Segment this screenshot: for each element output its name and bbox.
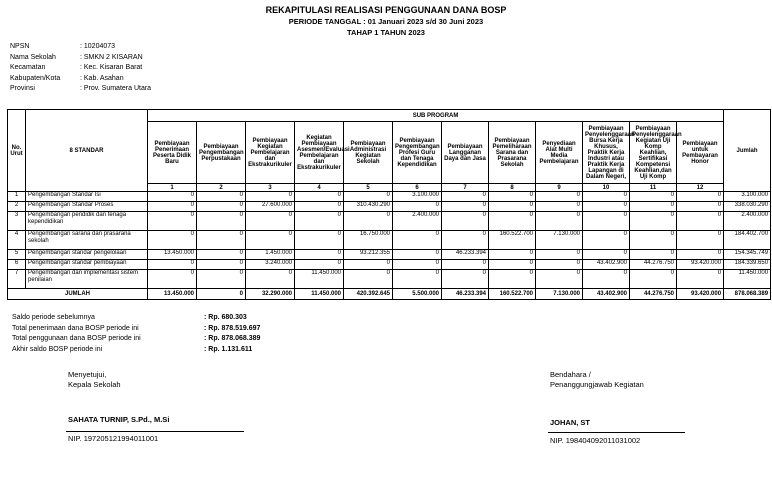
total-amount-cell: 32.290.000 xyxy=(246,289,295,300)
amount-cell: 1.450.000 xyxy=(246,250,295,260)
treasurer-name: JOHAN, ST xyxy=(550,418,591,427)
amount-cell: 0 xyxy=(442,260,489,270)
amount-cell: 0 xyxy=(295,202,344,212)
amount-cell: 0 xyxy=(344,270,393,289)
amount-cell: 0 xyxy=(677,192,724,202)
table-row xyxy=(8,250,771,260)
amount-cell: 0 xyxy=(295,231,344,250)
sub-column-header: Pembiayaan Penyelenggaraan Bursa Kerja Khusus, Praktik Kerja Industri atau Praktik Kerja Lapangan di Dalam Negeri, xyxy=(583,122,630,184)
amount-cell: 44.276.750 xyxy=(630,260,677,270)
amount-cell: 0 xyxy=(197,202,246,212)
amount-cell: 0 xyxy=(489,260,536,270)
amount-cell: 310.430.290 xyxy=(344,202,393,212)
standard-name: Pengembangan standar pengelolaan xyxy=(26,250,148,260)
info-label: Provinsi xyxy=(10,85,35,92)
principal-title: Kepala Sekolah xyxy=(68,380,121,389)
balance-label: Saldo periode sebelumnya xyxy=(12,314,95,321)
amount-cell: 3.100.000 xyxy=(393,192,442,202)
amount-cell: 0 xyxy=(536,202,583,212)
amount-cell: 0 xyxy=(489,270,536,289)
amount-cell: 0 xyxy=(583,202,630,212)
balance-value: : Rp. 1.131.611 xyxy=(204,345,253,353)
total-amount-cell: 0 xyxy=(197,289,246,300)
amount-cell: 0 xyxy=(246,192,295,202)
amount-cell: 0 xyxy=(630,231,677,250)
amount-cell: 0 xyxy=(677,202,724,212)
sub-column-header: Pembiayaan Penerimaan Peserta Didik Baru xyxy=(148,122,197,184)
amount-cell: 0 xyxy=(295,250,344,260)
amount-cell: 0 xyxy=(442,202,489,212)
balance-row xyxy=(12,334,260,345)
sub-column-number: 1 xyxy=(148,184,197,192)
amount-cell: 0 xyxy=(197,212,246,231)
amount-cell: 0 xyxy=(489,250,536,260)
no-header: No. Urut xyxy=(8,110,26,192)
row-total-cell: 184.402.700 xyxy=(724,231,771,250)
sub-column-header: Pembiayaan Administrasi Kegiatan Sekolah xyxy=(344,122,393,184)
row-total-cell: 338.030.290 xyxy=(724,202,771,212)
amount-cell: 3.240.000 xyxy=(246,260,295,270)
amount-cell: 0 xyxy=(489,192,536,202)
row-number: 4 xyxy=(8,231,26,250)
table-row xyxy=(8,202,771,212)
total-amount-cell: 44.276.750 xyxy=(630,289,677,300)
row-number: 5 xyxy=(8,250,26,260)
amount-cell: 43.402.900 xyxy=(583,260,630,270)
total-amount-cell: 46.233.394 xyxy=(442,289,489,300)
amount-cell: 0 xyxy=(630,270,677,289)
sub-column-header: Pembiayaan Langganan Daya dan Jasa xyxy=(442,122,489,184)
balance-value: : Rp. 878.519.697 xyxy=(204,324,261,332)
approval-text: Menyetujui, xyxy=(68,370,107,379)
balance-label: Total penggunaan dana BOSP periode ini xyxy=(12,335,141,342)
row-number: 2 xyxy=(8,202,26,212)
total-amount-cell: 11.450.000 xyxy=(295,289,344,300)
sub-column-number: 3 xyxy=(246,184,295,192)
amount-cell: 0 xyxy=(246,270,295,289)
treasurer-signature-line xyxy=(548,432,685,433)
info-value: : Kab. Asahan xyxy=(80,74,124,82)
info-label: Kecamatan xyxy=(10,64,46,71)
amount-cell: 0 xyxy=(393,260,442,270)
amount-cell: 93.212.355 xyxy=(344,250,393,260)
sub-column-number: 7 xyxy=(442,184,489,192)
total-amount-cell: 43.402.900 xyxy=(583,289,630,300)
total-label: JUMLAH xyxy=(8,289,148,300)
sub-column-number: 4 xyxy=(295,184,344,192)
info-label: NPSN xyxy=(10,43,30,50)
amount-cell: 0 xyxy=(197,250,246,260)
amount-cell: 0 xyxy=(148,270,197,289)
amount-cell: 0 xyxy=(677,231,724,250)
jumlah-header: Jumlah xyxy=(724,110,771,192)
table-row xyxy=(8,212,771,231)
total-amount-cell: 7.130.000 xyxy=(536,289,583,300)
standard-name: Pengembangan Standar Proses xyxy=(26,202,148,212)
sub-column-number: 12 xyxy=(677,184,724,192)
sub-column-header: Kegiatan Pembiayaan Asesmen/Evaluasi Pembelajaran dan Ekstrakurikuler xyxy=(295,122,344,184)
principal-signature-line xyxy=(66,431,244,432)
standard-name: Pengembangan sarana dan prasarana sekolah xyxy=(26,231,148,250)
amount-cell: 0 xyxy=(344,212,393,231)
sub-column-header: Pembiayaan Pengembangan Profesi Guru dan Tenaga Kependidikan xyxy=(393,122,442,184)
amount-cell: 0 xyxy=(536,250,583,260)
amount-cell: 0 xyxy=(393,202,442,212)
row-total-cell: 184.339.650 xyxy=(724,260,771,270)
amount-cell: 0 xyxy=(344,192,393,202)
sub-column-number: 8 xyxy=(489,184,536,192)
info-label: Nama Sekolah xyxy=(10,53,56,61)
standard-name: Pengembangan dan implementasi sistem penilaian xyxy=(26,270,148,289)
amount-cell: 0 xyxy=(148,192,197,202)
amount-cell: 0 xyxy=(344,260,393,270)
amount-cell: 7.130.000 xyxy=(536,231,583,250)
left-signature-caption xyxy=(68,370,121,390)
amount-cell: 0 xyxy=(295,212,344,231)
table-body xyxy=(8,192,771,300)
row-number: 1 xyxy=(8,192,26,202)
info-row-district xyxy=(10,63,280,74)
recap-table xyxy=(7,109,771,300)
amount-cell: 0 xyxy=(442,270,489,289)
row-number: 7 xyxy=(8,270,26,289)
treasurer-nip: NIP. 198404092011031002 xyxy=(550,436,641,445)
balance-value: : Rp. 680.303 xyxy=(204,314,247,321)
standard-name: Pengembangan pendidik dan tenaga kependidikan xyxy=(26,212,148,231)
amount-cell: 0 xyxy=(677,250,724,260)
amount-cell: 0 xyxy=(536,270,583,289)
balance-summary xyxy=(12,313,260,355)
school-info xyxy=(10,42,280,95)
table-row xyxy=(8,231,771,250)
amount-cell: 0 xyxy=(295,192,344,202)
amount-cell: 0 xyxy=(630,202,677,212)
balance-value: : Rp. 878.068.389 xyxy=(204,335,261,342)
total-amount-cell: 13.450.000 xyxy=(148,289,197,300)
info-value: : 10204073 xyxy=(80,43,116,50)
balance-label: Total penerimaan dana BOSP periode ini xyxy=(12,324,139,332)
amount-cell: 0 xyxy=(197,260,246,270)
amount-cell: 0 xyxy=(393,270,442,289)
amount-cell: 0 xyxy=(536,260,583,270)
total-amount-cell: 420.392.645 xyxy=(344,289,393,300)
grand-total-cell: 878.068.389 xyxy=(724,289,771,300)
amount-cell: 0 xyxy=(148,212,197,231)
row-number: 3 xyxy=(8,212,26,231)
balance-row xyxy=(12,324,260,335)
principal-nip: NIP. 197205121994011001 xyxy=(68,434,159,443)
amount-cell: 0 xyxy=(393,231,442,250)
amount-cell: 0 xyxy=(536,192,583,202)
sub-program-header: SUB PROGRAM xyxy=(148,110,724,122)
principal-name: SAHATA TURNIP, S.Pd., M.Si xyxy=(68,415,170,424)
row-total-cell: 154.345.749 xyxy=(724,250,771,260)
amount-cell: 0 xyxy=(442,212,489,231)
sub-column-number: 2 xyxy=(197,184,246,192)
amount-cell: 0 xyxy=(583,231,630,250)
info-value: : Prov. Sumatera Utara xyxy=(80,85,152,92)
amount-cell: 0 xyxy=(630,192,677,202)
total-amount-cell: 93.420.000 xyxy=(677,289,724,300)
amount-cell: 0 xyxy=(630,250,677,260)
standard-name: Pengembangan standar pembiayaan xyxy=(26,260,148,270)
total-amount-cell: 5.500.000 xyxy=(393,289,442,300)
row-total-cell: 11.450.000 xyxy=(724,270,771,289)
amount-cell: 0 xyxy=(148,202,197,212)
amount-cell: 46.233.394 xyxy=(442,250,489,260)
amount-cell: 160.522.700 xyxy=(489,231,536,250)
amount-cell: 16.750.000 xyxy=(344,231,393,250)
amount-cell: 0 xyxy=(442,231,489,250)
report-stage: TAHAP 1 TAHUN 2023 xyxy=(347,28,425,37)
amount-cell: 0 xyxy=(197,231,246,250)
amount-cell: 0 xyxy=(489,212,536,231)
report-period: PERIODE TANGGAL : 01 Januari 2023 s/d 30 Juni 2023 xyxy=(288,17,484,26)
amount-cell: 0 xyxy=(536,212,583,231)
standar-header: 8 STANDAR xyxy=(26,110,148,192)
row-total-cell: 3.100.000 xyxy=(724,192,771,202)
info-row-regency xyxy=(10,74,280,85)
amount-cell: 0 xyxy=(246,231,295,250)
info-row-npsn xyxy=(10,42,280,53)
amount-cell: 27.600.000 xyxy=(246,202,295,212)
report-title: REKAPITULASI REALISASI PENGGUNAAN DANA BOSP xyxy=(265,5,507,15)
info-row-school-name xyxy=(10,53,280,64)
amount-cell: 0 xyxy=(295,260,344,270)
sub-column-number: 5 xyxy=(344,184,393,192)
sub-column-header: Pembiayaan untuk Pembayaran Honor xyxy=(677,122,724,184)
table-row xyxy=(8,192,771,202)
amount-cell: 93.420.000 xyxy=(677,260,724,270)
amount-cell: 0 xyxy=(148,231,197,250)
amount-cell: 11.450.000 xyxy=(295,270,344,289)
info-value: : SMKN 2 KISARAN xyxy=(80,53,143,61)
amount-cell: 0 xyxy=(246,212,295,231)
sub-column-number: 9 xyxy=(536,184,583,192)
amount-cell: 0 xyxy=(148,260,197,270)
amount-cell: 0 xyxy=(583,270,630,289)
total-amount-cell: 160.522.700 xyxy=(489,289,536,300)
amount-cell: 0 xyxy=(197,192,246,202)
right-signature-caption xyxy=(550,370,644,390)
balance-row xyxy=(12,313,260,324)
sub-column-number: 6 xyxy=(393,184,442,192)
amount-cell: 0 xyxy=(630,212,677,231)
amount-cell: 0 xyxy=(489,202,536,212)
amount-cell: 0 xyxy=(583,192,630,202)
info-row-province xyxy=(10,84,280,95)
table-row xyxy=(8,270,771,289)
amount-cell: 2.400.000 xyxy=(393,212,442,231)
row-number: 6 xyxy=(8,260,26,270)
amount-cell: 0 xyxy=(442,192,489,202)
info-label: Kabupaten/Kota xyxy=(10,74,61,82)
standard-name: Pengembangan Standar Isi xyxy=(26,192,148,202)
balance-row xyxy=(12,345,260,356)
amount-cell: 0 xyxy=(583,212,630,231)
amount-cell: 13.450.000 xyxy=(148,250,197,260)
row-total-cell: 2.400.000 xyxy=(724,212,771,231)
sub-column-header: Pembiayaan Pemeliharaan Sarana dan Prasarana Sekolah xyxy=(489,122,536,184)
amount-cell: 0 xyxy=(583,250,630,260)
amount-cell: 0 xyxy=(393,250,442,260)
sub-column-header: Pembiayaan Pengembangan Perpustakaan xyxy=(197,122,246,184)
balance-label: Akhir saldo BOSP periode ini xyxy=(12,345,103,353)
sub-column-header: Penyediaan Alat Multi Media Pembelajaran xyxy=(536,122,583,184)
amount-cell: 0 xyxy=(677,212,724,231)
sub-column-number: 10 xyxy=(583,184,630,192)
amount-cell: 0 xyxy=(197,270,246,289)
sub-column-number: 11 xyxy=(630,184,677,192)
total-row xyxy=(8,289,771,300)
treasurer-title: Penanggungjawab Kegiatan xyxy=(550,380,644,389)
amount-cell: 0 xyxy=(677,270,724,289)
sub-column-header: Pembiayaan Kegiatan Pembelajaran dan Ekstrakurikuler xyxy=(246,122,295,184)
table-row xyxy=(8,260,771,270)
sub-column-header: Pembiayaan Penyelenggaraan Kegiatan Uji Komp Keahlian, Sertifikasi Kompetensi Keahlian,dan Uji Komp xyxy=(630,122,677,184)
info-value: : Kec. Kisaran Barat xyxy=(80,64,143,71)
treasurer-text: Bendahara / xyxy=(550,370,591,379)
